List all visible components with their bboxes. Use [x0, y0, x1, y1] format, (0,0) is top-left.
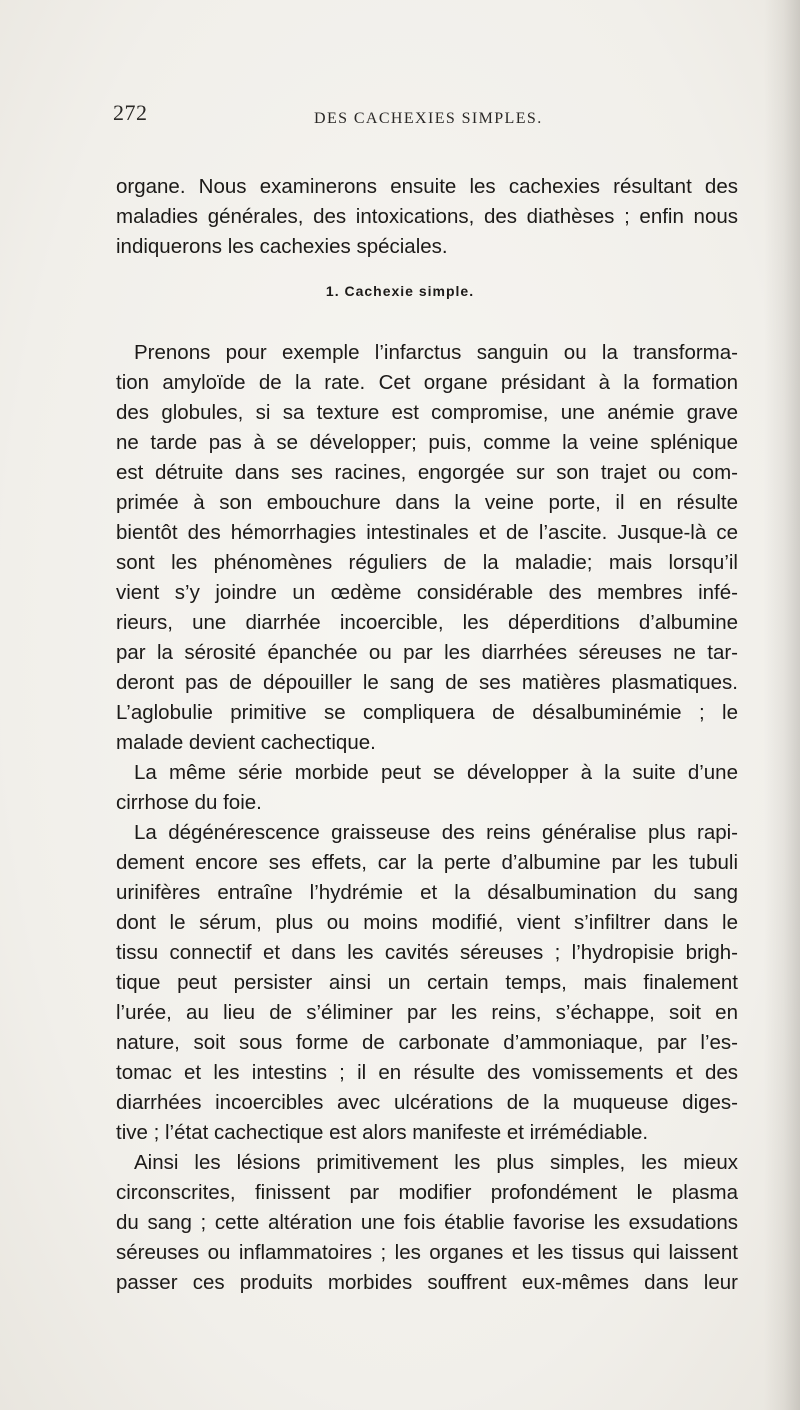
text-line: séreuses ou inflammatoires ; les organes et les tissus qui laissent [116, 1241, 738, 1264]
text-line: bientôt des hémorrhagies intestinales et de l’ascite. Jusque-là ce [116, 521, 738, 544]
text-line: deront pas de dépouiller le sang de ses matières plasmatiques. [116, 671, 738, 694]
text-line: rieurs, une diarrhée incoercible, les déperditions d’albumine [116, 611, 738, 634]
text-line: indiquerons les cachexies spéciales. [116, 235, 448, 258]
text-line: sont les phénomènes réguliers de la maladie; mais lorsqu’il [116, 551, 738, 574]
text-line: L’aglobulie primitive se compliquera de désalbuminémie ; le [116, 701, 738, 724]
text-line: dont le sérum, plus ou moins modifié, vient s’infiltrer dans le [116, 911, 738, 934]
text-line: ne tarde pas à se développer; puis, comme la veine splénique [116, 431, 738, 454]
intro-paragraph [116, 172, 738, 262]
text-line: diarrhées incoercibles avec ulcérations de la muqueuse diges- [116, 1091, 738, 1114]
text-line: organe. Nous examinerons ensuite les cachexies résultant des [116, 175, 738, 198]
text-line: tissu connectif et dans les cavités séreuses ; l’hydropisie brigh- [116, 941, 738, 964]
text-line: tion amyloïde de la rate. Cet organe présidant à la formation [116, 371, 738, 394]
text-line: des globules, si sa texture est compromise, une anémie grave [116, 401, 738, 424]
text-line: est détruite dans ses racines, engorgée sur son trajet ou com- [116, 461, 738, 484]
text-line: passer ces produits morbides souffrent eux-mêmes dans leur [116, 1271, 738, 1294]
text-line: dement encore ses effets, car la perte d’albumine par les tubuli [116, 851, 738, 874]
text-line: circonscrites, finissent par modifier profondément le plasma [116, 1181, 738, 1204]
text-line: tomac et les intestins ; il en résulte des vomissements et des [116, 1061, 738, 1084]
running-head: DES CACHEXIES SIMPLES. [314, 110, 543, 127]
text-line: cirrhose du foie. [116, 791, 262, 814]
text-line: Prenons pour exemple l’infarctus sanguin ou la transforma- [134, 341, 738, 364]
text-line: La dégénérescence graisseuse des reins généralise plus rapi- [134, 821, 738, 844]
text-line: du sang ; cette altération une fois établie favorise les exsudations [116, 1211, 738, 1234]
text-line: La même série morbide peut se développer à la suite d’une [134, 761, 738, 784]
text-line: par la sérosité épanchée ou par les diarrhées séreuses ne tar- [116, 641, 738, 664]
text-line: tique peut persister ainsi un certain temps, mais finalement [116, 971, 738, 994]
text-line: Ainsi les lésions primitivement les plus simples, les mieux [134, 1151, 738, 1174]
section-heading: 1. Cachexie simple. [325, 283, 475, 299]
text-line: malade devient cachectique. [116, 731, 376, 754]
text-line: urinifères entraîne l’hydrémie et la désalbumination du sang [116, 881, 738, 904]
page-number: 272 [113, 100, 148, 125]
text-line: maladies générales, des intoxications, des diathèses ; enfin nous [116, 205, 738, 228]
text-line: l’urée, au lieu de s’éliminer par les reins, s’échappe, soit en [116, 1001, 738, 1024]
text-line: vient s’y joindre un œdème considérable des membres infé- [116, 581, 738, 604]
body-text [116, 338, 738, 1298]
text-line: tive ; l’état cachectique est alors manifeste et irrémédiable. [116, 1121, 649, 1144]
text-line: nature, soit sous forme de carbonate d’ammoniaque, par l’es- [116, 1031, 738, 1054]
page-edge-shadow [764, 0, 800, 1410]
text-line: primée à son embouchure dans la veine porte, il en résulte [116, 491, 738, 514]
